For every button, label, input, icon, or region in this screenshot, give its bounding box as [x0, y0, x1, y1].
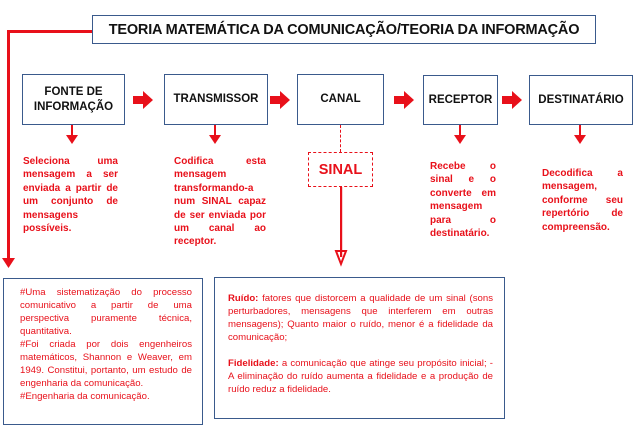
arrow-down-icon [2, 258, 15, 268]
arrow-down-icon [574, 125, 586, 145]
definition-line: #Engenharia da comunicação. [20, 391, 150, 402]
node-destinatario: DESTINATÁRIO [529, 75, 633, 125]
node-transmissor: TRANSMISSOR [164, 74, 268, 125]
arrow-down-icon [209, 125, 221, 145]
arrow-right-icon [133, 91, 153, 109]
arrow-right-icon [502, 91, 522, 109]
diagram-title: TEORIA MATEMÁTICA DA COMUNICAÇÃO/TEORIA DA INFORMAÇÃO [92, 15, 596, 44]
spacer [228, 344, 493, 357]
definition-line: #Foi criada por dois engenheiros matemáticos, Shannon e Weaver, em 1949. Constitui, portanto, um estudo de engenharia da comunicação. [20, 339, 192, 389]
fidelity-term: Fidelidade: [228, 358, 279, 369]
connector-title-horizontal [7, 30, 93, 33]
arrow-right-icon [394, 91, 414, 109]
noise-definition [228, 292, 493, 344]
signal-box: SINAL [308, 152, 373, 187]
connector-title-vertical [7, 30, 10, 262]
node-receptor: RECEPTOR [423, 75, 498, 125]
description-receptor: Recebe o sinal e o converte em mensagem para o destinatário. [430, 161, 496, 240]
description-destinatario: Decodifica a mensagem, conforme seu repertório de compreensão. [542, 168, 623, 233]
arrow-down-icon [66, 125, 78, 145]
noise-term: Ruído: [228, 293, 259, 304]
description-transmissor: Codifica esta mensagem transformando-a num SINAL capaz de ser enviada por um canal ao receptor. [174, 156, 266, 248]
connector-canal-sinal [340, 125, 341, 152]
description-fonte: Seleciona uma mensagem a ser enviada a partir de um conjunto de mensagens possíveis. [23, 156, 118, 235]
node-fonte-de-informacao: FONTE DE INFORMAÇÃO [22, 74, 125, 125]
noise-text: fatores que distorcem a qualidade de um sinal (sons perturbadores, mensagens que interferem em outras mensagens); Quanto maior o ruído, menor é a fidelidade da comunicação; [228, 293, 493, 343]
noise-fidelity-panel [214, 277, 505, 419]
definition-line: #Uma sistematização do processo comunicativo a partir de uma perspectiva puramente técnica, quantitativa. [20, 287, 192, 337]
arrow-right-icon [270, 91, 290, 109]
node-canal: CANAL [297, 74, 384, 125]
arrow-down-icon [335, 187, 347, 267]
arrow-down-icon [454, 125, 466, 145]
definition-panel [3, 278, 203, 425]
fidelity-definition [228, 357, 493, 396]
fidelity-text: a comunicação que atinge seu propósito inicial; - A eliminação do ruído aumenta a fidelidade e a produção de ruído reduz a fidelidade. [228, 358, 493, 395]
